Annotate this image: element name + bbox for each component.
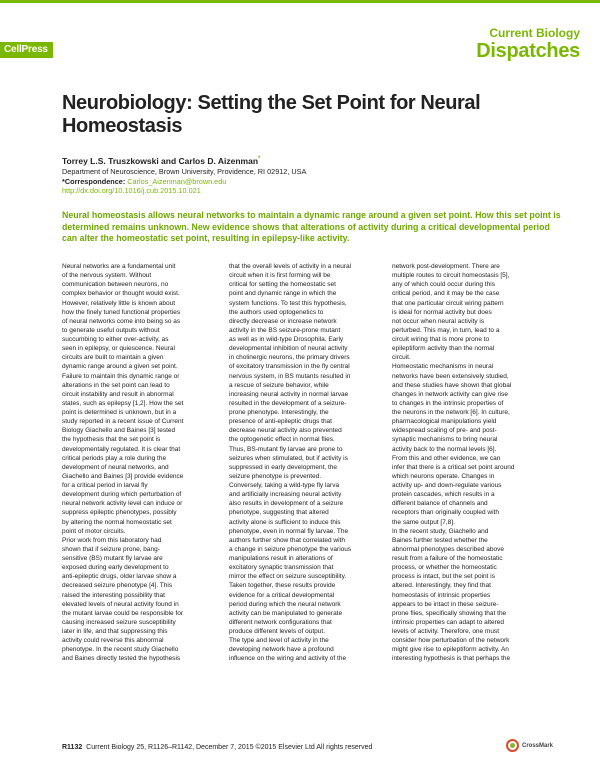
affiliation-block: [62, 167, 306, 196]
journal-name: Current Biology: [489, 26, 580, 40]
correspondence-label: *Correspondence:: [62, 176, 128, 186]
correspondence: [62, 177, 306, 187]
article-title: Neurobiology: Setting the Set Point for Neural Homeostasis: [62, 92, 481, 137]
body-text-column-3: network post-development. There are multiple routes to circuit homeostasis [5], any of which could occur during this critical period, and it may be the case that one particular circuit wiring pattern is ideal for normal activity but does not occur when neural activity is perturbed. This may, in turn, lead to a circuit wiring that is more prone to epileptiform activity than the normal circuit. Homeostatic mechanisms in neural networks have been extensively studied, and these studies have shown that global changes in network activity can give rise to changes in the intrinsic properties of the neurons in the network [6]. In culture, pharmacological manipulations yield widespread scaling of pre- and post- synaptic mechanisms to bring neural activity back to the normal levels [6]. From this and other evidence, we can infer that there is a critical set point around which neurons operate. Changes in activity up- and down-regulate various protein cascades, which results in a different balance of channels and receptors than originally coupled with the same output [7,8]. In the recent study, Giachello and Baines further tested whether the abnormal phenotypes described above result from a failure of the homeostatic process, or whether the homeostatic process is intact, but the set point is altered. Interestingly, they find that homeostasis of intrinsic properties appears to be intact in these seizure- prone flies, specifically showing that the intrinsic properties can adapt to altered levels of activity. Therefore, one must consider how perturbation of the network might give rise to epileptiform activity. An interesting hypothesis is that perhaps the: [392, 263, 515, 663]
body-column-1: [62, 262, 214, 732]
section-heading: Dispatches: [476, 40, 580, 62]
crossmark-icon: [506, 739, 519, 752]
body-column-3: [392, 262, 544, 732]
doi-link[interactable]: http://dx.doi.org/10.1016/j.cub.2015.10.021: [62, 186, 201, 195]
corresponding-author-mark: *: [258, 156, 261, 163]
body-text-column-2: that the overall levels of activity in a neural circuit when it is first forming will be critical for setting the homeostatic set point and dynamic range in which the system functions. To test this hypothesis, the authors used optogenetics to directly decrease or increase network activity in the BS seizure-prone mutant as well as in wild-type Drosophila. Early developmental inhibition of neural activity in cholinergic neurons, the primary drivers of excitatory transmission in the fly central nervous system, in BS mutants resulted in a rescue of seizure behavior, while increasing neural activity in normal larvae resulted in the development of a seizure- prone phenotype. Interestingly, the presence of anti-epileptic drugs that decrease neural activity also prevented the optogenetic effect in normal flies. Thus, BS-mutant fly larvae are prone to seizures when stimulated, but if activity is suppressed in early development, the seizure phenotype is prevented. Conversely, taking a wild-type fly larva and artificially increasing neural activity also results in development of a seizure phenotype, suggesting that altered activity alone is sufficient to induce this phenotype, even in normal fly larvae. The authors further show that correlated with a change in seizure phenotype the various manipulations result in alterations of excitatory synaptic transmission that mirror the effect on seizure susceptibility. Taken together, these results provide evidence for a critical developmental period during which the neural network activity can be manipulated to generate different network configurations that produce different levels of output. The type and level of activity in the developing network have a profound influence on the wiring and activity of the: [229, 263, 352, 663]
author-list: [62, 156, 260, 166]
crossmark-label: CrossMark: [522, 742, 554, 749]
footer-citation: Current Biology 25, R1126–R1142, December 7, 2015 ©2015 Elsevier Ltd All rights reserved: [86, 744, 373, 751]
page-footer: [62, 744, 372, 751]
author-names: Torrey L.S. Truszkowski and Carlos D. Aizenman: [62, 156, 259, 166]
correspondence-email-link[interactable]: Carlos_Aizenman@brown.edu: [127, 176, 227, 186]
body-text-column-1: Neural networks are a fundamental unit of the nervous system. Without communication between neurons, no complex behavior or thought would exist. However, relatively little is known about how the finely tuned functional properties of neural networks come into being so as to generate useful outputs without succumbing to either over-activity, as seen in epilepsy, or quiescence. Neural circuits are built to maintain a given dynamic range around a given set point. Failure to maintain this dynamic range or alterations in the set point can lead to circuit instability and result in abnormal states, such as epilepsy [1,2]. How the set point is determined is unknown, but in a study reported in a recent issue of Current Biology Giachello and Baines [3] tested the hypothesis that the set point is developmentally regulated. It is clear that critical periods play a role during the development of neural networks, and Giachello and Baines [3] provide evidence for a critical period in larval fly development during which perturbation of neural network activity level can induce or suppress epileptic phenotypes, possibly by altering the normal homeostatic set point of motor circuits. Prior work from this laboratory had shown that if seizure prone, bang- sensitive (BS) mutant fly larvae are exposed during early development to anti-epileptic drugs, older larvae show a decreased seizure phenotype [4]. This raised the interesting possibility that elevated levels of neural activity found in the mutant larvae could be responsible for causing increased seizure susceptibility later in life, and that suppressing this activity could reverse this abnormal phenotype. In the recent study Giachello and Baines directly tested the hypothesis: [62, 263, 184, 663]
body-column-2: [229, 262, 381, 732]
page-number: R1132: [62, 744, 83, 751]
crossmark-badge[interactable]: [506, 739, 553, 752]
affiliation: Department of Neuroscience, Brown University, Providence, RI 02912, USA: [62, 167, 307, 176]
abstract: Neural homeostasis allows neural networks to maintain a dynamic range around a given set point. How this set point is determined remains unknown. New evidence shows that alterations of activity during a critical developmental period can alter the homeostatic set point, resulting in epilepsy-like activity.: [62, 210, 561, 244]
publisher-logo: CellPress: [0, 42, 53, 58]
top-accent-rule: [0, 0, 600, 3]
